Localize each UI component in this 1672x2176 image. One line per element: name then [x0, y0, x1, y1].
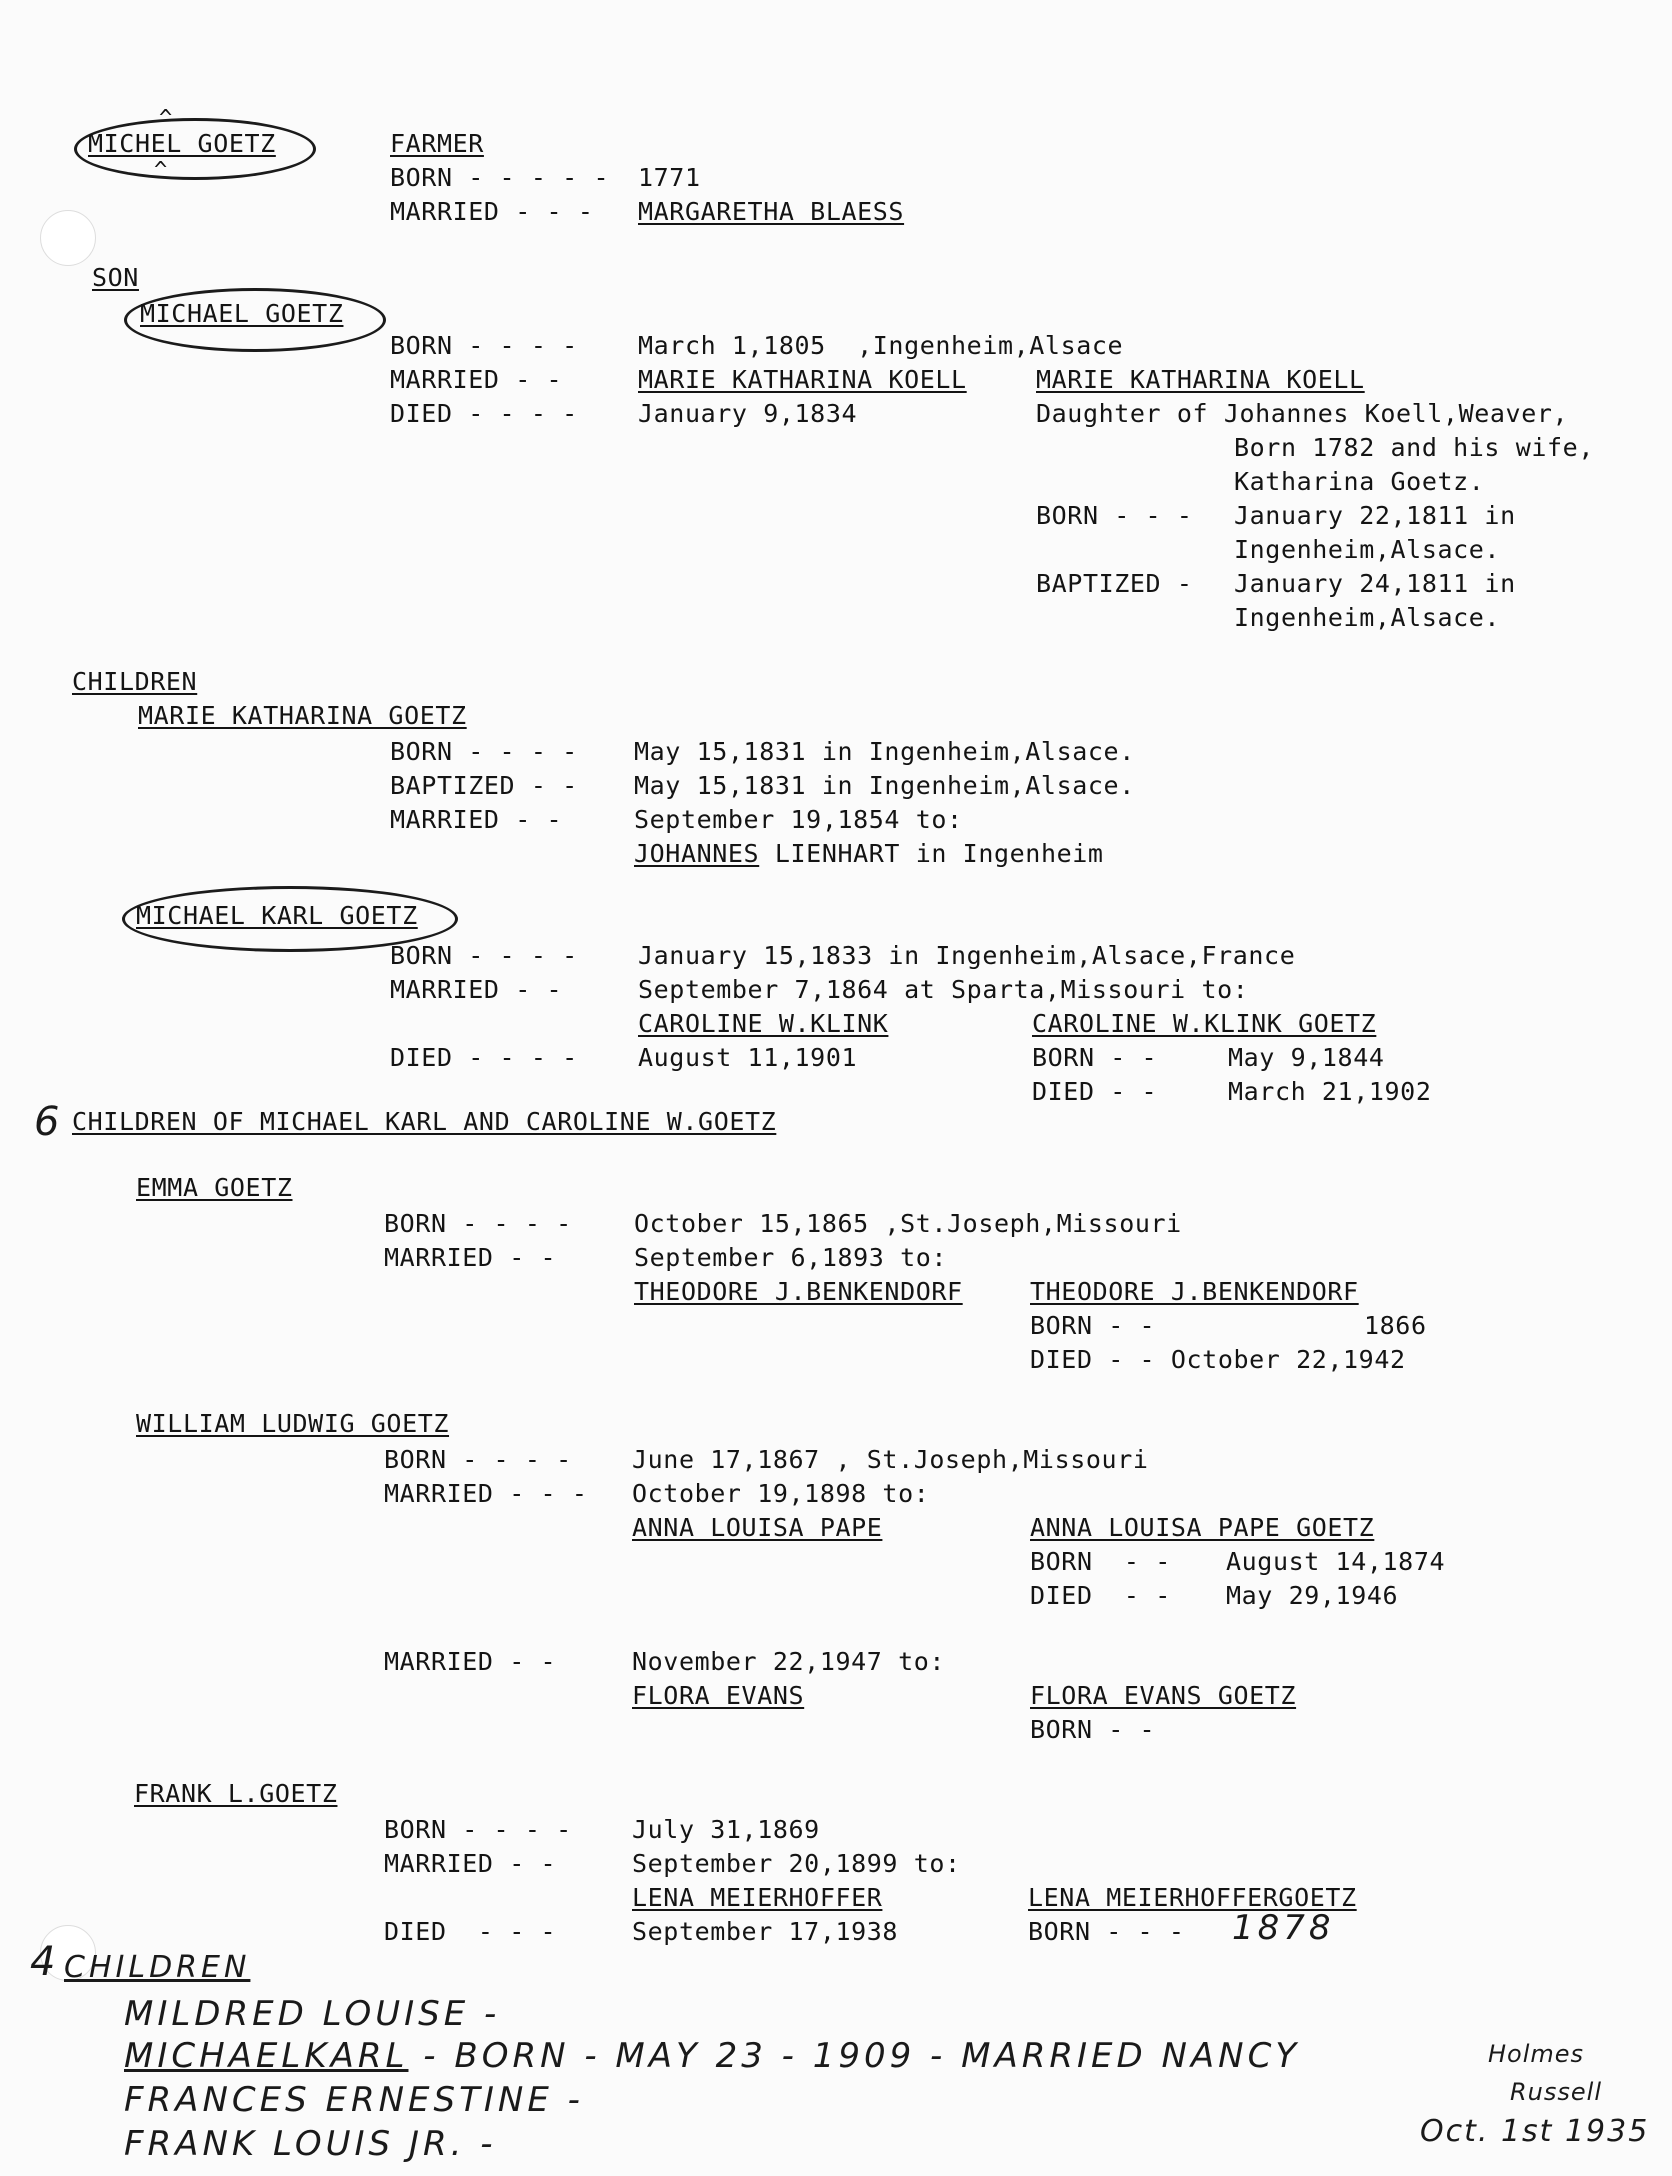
field-label: DIED - -: [1030, 1581, 1171, 1610]
spouse-note: Katharina Goetz.: [1234, 467, 1485, 496]
field-label: BORN - - -: [1028, 1917, 1185, 1946]
spouse-born-value: Ingenheim,Alsace.: [1234, 535, 1501, 564]
spouse-born-value: May 9,1844: [1228, 1043, 1385, 1072]
field-label: BORN - -: [1030, 1311, 1156, 1340]
field-label: BORN - -: [1032, 1043, 1158, 1072]
spouse-died: DIED - - October 22,1942: [1030, 1345, 1406, 1374]
field-label: BAPTIZED - -: [390, 771, 578, 800]
spouse-died-value: March 21,1902: [1228, 1077, 1432, 1106]
handwritten-note: Holmes: [1488, 2040, 1585, 2068]
spouse-name: LENA MEIERHOFFER: [632, 1883, 883, 1912]
married-value: October 19,1898 to:: [632, 1479, 930, 1508]
field-label: MARRIED - -: [390, 975, 563, 1004]
born-value: 1771: [638, 163, 701, 192]
insert-mark: ^: [154, 158, 168, 183]
section-heading: CHILDREN OF MICHAEL KARL AND CAROLINE W.GOETZ: [72, 1107, 777, 1136]
spouse-heading-name: LENA MEIERHOFFER: [1028, 1883, 1279, 1912]
handwritten-heading: CHILDREN: [64, 1950, 251, 1985]
field-label: BAPTIZED -: [1036, 569, 1193, 598]
married-value: September 20,1899 to:: [632, 1849, 961, 1878]
died-value: September 17,1938: [632, 1917, 899, 1946]
field-label: BORN - - - -: [384, 1209, 572, 1238]
born-value: June 17,1867 , St.Joseph,Missouri: [632, 1445, 1149, 1474]
born-value: March 1,1805 ,Ingenheim,Alsace: [638, 331, 1124, 360]
spouse-heading: ANNA LOUISA PAPE GOETZ: [1030, 1513, 1375, 1542]
spouse-born-value: August 14,1874: [1226, 1547, 1446, 1576]
married-value: September 6,1893 to:: [634, 1243, 948, 1272]
field-label: DIED - -: [1032, 1077, 1158, 1106]
married-value: November 22,1947 to:: [632, 1647, 946, 1676]
handwritten-date: Oct. 1st 1935: [1420, 2114, 1650, 2149]
spouse-name: THEODORE J.BENKENDORF: [634, 1277, 963, 1306]
handwritten-count: 4: [30, 1939, 60, 1985]
section-label: SON: [92, 263, 139, 292]
handwritten-born: 1878: [1232, 1908, 1335, 1948]
occupation: FARMER: [390, 129, 484, 158]
field-label: BORN - - - - -: [390, 163, 610, 192]
spouse-heading: THEODORE J.BENKENDORF: [1030, 1277, 1359, 1306]
field-label: DIED - - - -: [390, 399, 578, 428]
field-label: MARRIED - - -: [390, 197, 594, 226]
spouse-rest: LIENHART in Ingenheim: [759, 839, 1104, 868]
field-label: MARRIED - - -: [384, 1479, 588, 1508]
handwritten-line: [124, 2034, 1300, 2078]
handwritten-line: MILDRED LOUISE -: [124, 1994, 501, 2034]
person-name: MARIE KATHARINA GOETZ: [138, 701, 467, 730]
person-name: MICHEL GOETZ: [88, 129, 276, 158]
field-label: BORN - - - -: [390, 331, 578, 360]
born-value: January 15,1833 in Ingenheim,Alsace,France: [638, 941, 1296, 970]
field-label: BORN - - - -: [384, 1815, 572, 1844]
handwritten-count: 6: [34, 1099, 64, 1145]
insert-mark: ^: [159, 106, 173, 131]
spouse-name: MARGARETHA BLAESS: [638, 197, 905, 226]
spouse-name: ANNA LOUISA PAPE: [632, 1513, 883, 1542]
field-label: BORN - -: [1030, 1715, 1156, 1744]
section-heading: CHILDREN: [72, 667, 198, 696]
spouse-baptized-value: Ingenheim,Alsace.: [1234, 603, 1501, 632]
handwritten-line: FRANCES ERNESTINE -: [124, 2080, 584, 2120]
field-label: MARRIED - -: [390, 365, 563, 394]
died-value: January 9,1834: [638, 399, 858, 428]
field-label: DIED - - -: [384, 1917, 557, 1946]
spouse-note: Daughter of Johannes Koell,Weaver,: [1036, 399, 1569, 428]
born-value: July 31,1869: [632, 1815, 820, 1844]
field-label: MARRIED - -: [384, 1243, 557, 1272]
spouse-heading-surname: GOETZ: [1278, 1883, 1357, 1912]
married-value: September 19,1854 to:: [634, 805, 963, 834]
handwritten-line: FRANK LOUIS JR. -: [124, 2124, 497, 2164]
spouse-name: [634, 838, 1104, 870]
spouse-name: FLORA EVANS: [632, 1681, 805, 1710]
field-label: BORN - - - -: [390, 941, 578, 970]
person-name: MICHAEL KARL GOETZ: [136, 901, 418, 930]
handwritten-detail: - BORN - MAY 23 - 1909 - MARRIED NANCY: [408, 2036, 1301, 2076]
died-value: August 11,1901: [638, 1043, 858, 1072]
field-label: BORN - -: [1030, 1547, 1171, 1576]
person-name: WILLIAM LUDWIG GOETZ: [136, 1409, 450, 1438]
spouse-name: MARIE KATHARINA KOELL: [638, 365, 967, 394]
spouse-born-value: 1866: [1364, 1311, 1427, 1340]
field-label: BORN - - - -: [384, 1445, 572, 1474]
person-name: FRANK L.GOETZ: [134, 1779, 338, 1808]
spouse-first-name: JOHANNES: [634, 839, 760, 868]
field-label: MARRIED - -: [384, 1647, 557, 1676]
person-name: MICHAEL GOETZ: [140, 299, 344, 328]
born-value: October 15,1865 ,St.Joseph,Missouri: [634, 1209, 1182, 1238]
field-label: MARRIED - -: [384, 1849, 557, 1878]
spouse-heading: MARIE KATHARINA KOELL: [1036, 365, 1365, 394]
spouse-heading: FLORA EVANS GOETZ: [1030, 1681, 1297, 1710]
handwritten-name: MICHAELKARL: [124, 2036, 409, 2076]
handwritten-note: Russell: [1510, 2078, 1602, 2106]
person-name: EMMA GOETZ: [136, 1173, 293, 1202]
spouse-heading: CAROLINE W.KLINK GOETZ: [1032, 1009, 1377, 1038]
married-value: September 7,1864 at Sparta,Missouri to:: [638, 975, 1249, 1004]
spouse-note: Born 1782 and his wife,: [1234, 433, 1594, 462]
baptized-value: May 15,1831 in Ingenheim,Alsace.: [634, 771, 1135, 800]
field-label: BORN - - - -: [390, 737, 578, 766]
field-label: BORN - - -: [1036, 501, 1193, 530]
spouse-name: CAROLINE W.KLINK: [638, 1009, 889, 1038]
punch-hole-top: [40, 210, 96, 266]
spouse-baptized-value: January 24,1811 in: [1234, 569, 1516, 598]
spouse-died-value: May 29,1946: [1226, 1581, 1399, 1610]
field-label: DIED - - - -: [390, 1043, 578, 1072]
spouse-born-value: January 22,1811 in: [1234, 501, 1516, 530]
born-value: May 15,1831 in Ingenheim,Alsace.: [634, 737, 1135, 766]
field-label: MARRIED - -: [390, 805, 563, 834]
